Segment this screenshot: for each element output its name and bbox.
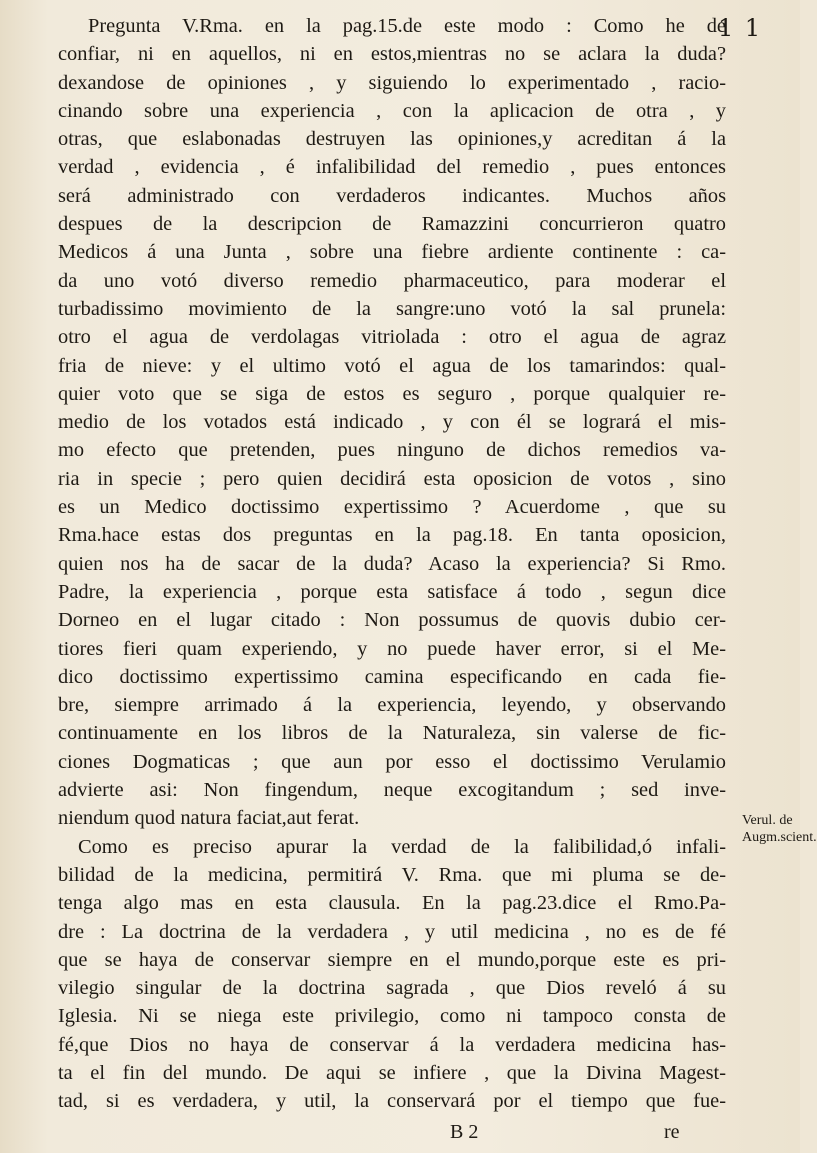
text-line: Rma.hace estas dos preguntas en la pag.18. En tanta oposicion, bbox=[58, 524, 726, 547]
text-line: quien nos ha de sacar de la duda? Acaso la experiencia? Si Rmo. bbox=[58, 552, 726, 575]
catchword: re bbox=[664, 1121, 680, 1143]
text-line: Dorneo en el lugar citado : Non possumus de quovis dubio cer- bbox=[58, 609, 726, 632]
text-line: niendum quod natura faciat,aut ferat. bbox=[58, 807, 360, 830]
text-line: turbadissimo movimiento de la sangre:uno votó la sal prunela: bbox=[58, 297, 726, 320]
margin-note-line: Augm.scient. bbox=[742, 830, 817, 845]
text-line: quier voto que se siga de estos es seguro , porque qualquier re- bbox=[58, 382, 726, 405]
text-line: da uno votó diverso remedio pharmaceutico, para moderar el bbox=[58, 269, 726, 292]
text-line: fé,que Dios no haya de conservar á la verdadera medicina has- bbox=[58, 1033, 726, 1056]
text-line: Pregunta V.Rma. en la pag.15.de este modo : Como he de bbox=[88, 15, 726, 37]
text-line: bre, siempre arrimado á la experiencia, leyendo, y observando bbox=[58, 694, 726, 717]
text-line: tiores fieri quam experiendo, y no puede haver error, si el Me- bbox=[58, 637, 726, 660]
margin-note bbox=[742, 812, 817, 846]
body-text bbox=[58, 12, 726, 1116]
text-line: mo efecto que pretenden, pues ninguno de dichos remedios va- bbox=[58, 439, 726, 462]
text-line: continuamente en los libros de la Naturaleza, sin valerse de fic- bbox=[58, 722, 726, 745]
text-line: Padre, la experiencia , porque esta satisface á todo , segun dice bbox=[58, 580, 726, 603]
text-line: cinando sobre una experiencia , con la aplicacion de otra , y bbox=[58, 99, 726, 122]
text-line: que se haya de conservar siempre en el mundo,porque este es pri- bbox=[58, 948, 726, 971]
text-line: ria in specie ; pero quien decidirá esta oposicion de votos , sino bbox=[58, 467, 726, 490]
text-line: verdad , evidencia , é infalibilidad del remedio , pues entonces bbox=[58, 156, 726, 179]
text-line: será administrado con verdaderos indicantes. Muchos años bbox=[58, 184, 726, 207]
text-line: dexandose de opiniones , y siguiendo lo experimentado , racio- bbox=[58, 71, 726, 94]
page-number: 1 1 bbox=[718, 14, 763, 42]
text-line: bilidad de la medicina, permitirá V. Rma. que mi pluma se de- bbox=[58, 863, 726, 886]
text-line: tad, si es verdadera, y util, la conservará por el tiempo que fue- bbox=[58, 1090, 726, 1113]
text-line: otras, que eslabonadas destruyen las opiniones,y acreditan á la bbox=[58, 128, 726, 151]
signature-mark: B 2 bbox=[450, 1121, 479, 1143]
margin-note-line: Verul. de bbox=[742, 813, 793, 828]
text-line: tenga algo mas en esta clausula. En la pag.23.dice el Rmo.Pa- bbox=[58, 892, 726, 915]
text-line: medio de los votados está indicado , y con él se logrará el mis- bbox=[58, 411, 726, 434]
text-line: confiar, ni en aquellos, ni en estos,mientras no se aclara la duda? bbox=[58, 43, 726, 66]
text-line: advierte asi: Non fingendum, neque excogitandum ; sed inve- bbox=[58, 779, 726, 802]
text-line: despues de la descripcion de Ramazzini concurrieron quatro bbox=[58, 213, 726, 236]
text-line: dico doctissimo expertissimo camina especificando en cada fie- bbox=[58, 665, 726, 688]
text-line: vilegio singular de la doctrina sagrada , que Dios reveló á su bbox=[58, 977, 726, 1000]
text-line: otro el agua de verdolagas vitriolada : otro el agua de agraz bbox=[58, 326, 726, 349]
text-line: ta el fin del mundo. De aqui se infiere , que la Divina Magest- bbox=[58, 1061, 726, 1084]
text-line: dre : La doctrina de la verdadera , y util medicina , no es de fé bbox=[58, 920, 726, 943]
text-line: ciones Dogmaticas ; que aun por esso el doctissimo Verulamio bbox=[58, 750, 726, 773]
text-line: Iglesia. Ni se niega este privilegio, como ni tampoco consta de bbox=[58, 1005, 726, 1028]
text-line: Medicos á una Junta , sobre una fiebre ardiente continente : ca- bbox=[58, 241, 726, 264]
text-line: fria de nieve: y el ultimo votó el agua de los tamarindos: qual- bbox=[58, 354, 726, 377]
text-line: es un Medico doctissimo expertissimo ? Acuerdome , que su bbox=[58, 496, 726, 519]
text-line: Como es preciso apurar la verdad de la falibilidad,ó infali- bbox=[78, 835, 726, 858]
